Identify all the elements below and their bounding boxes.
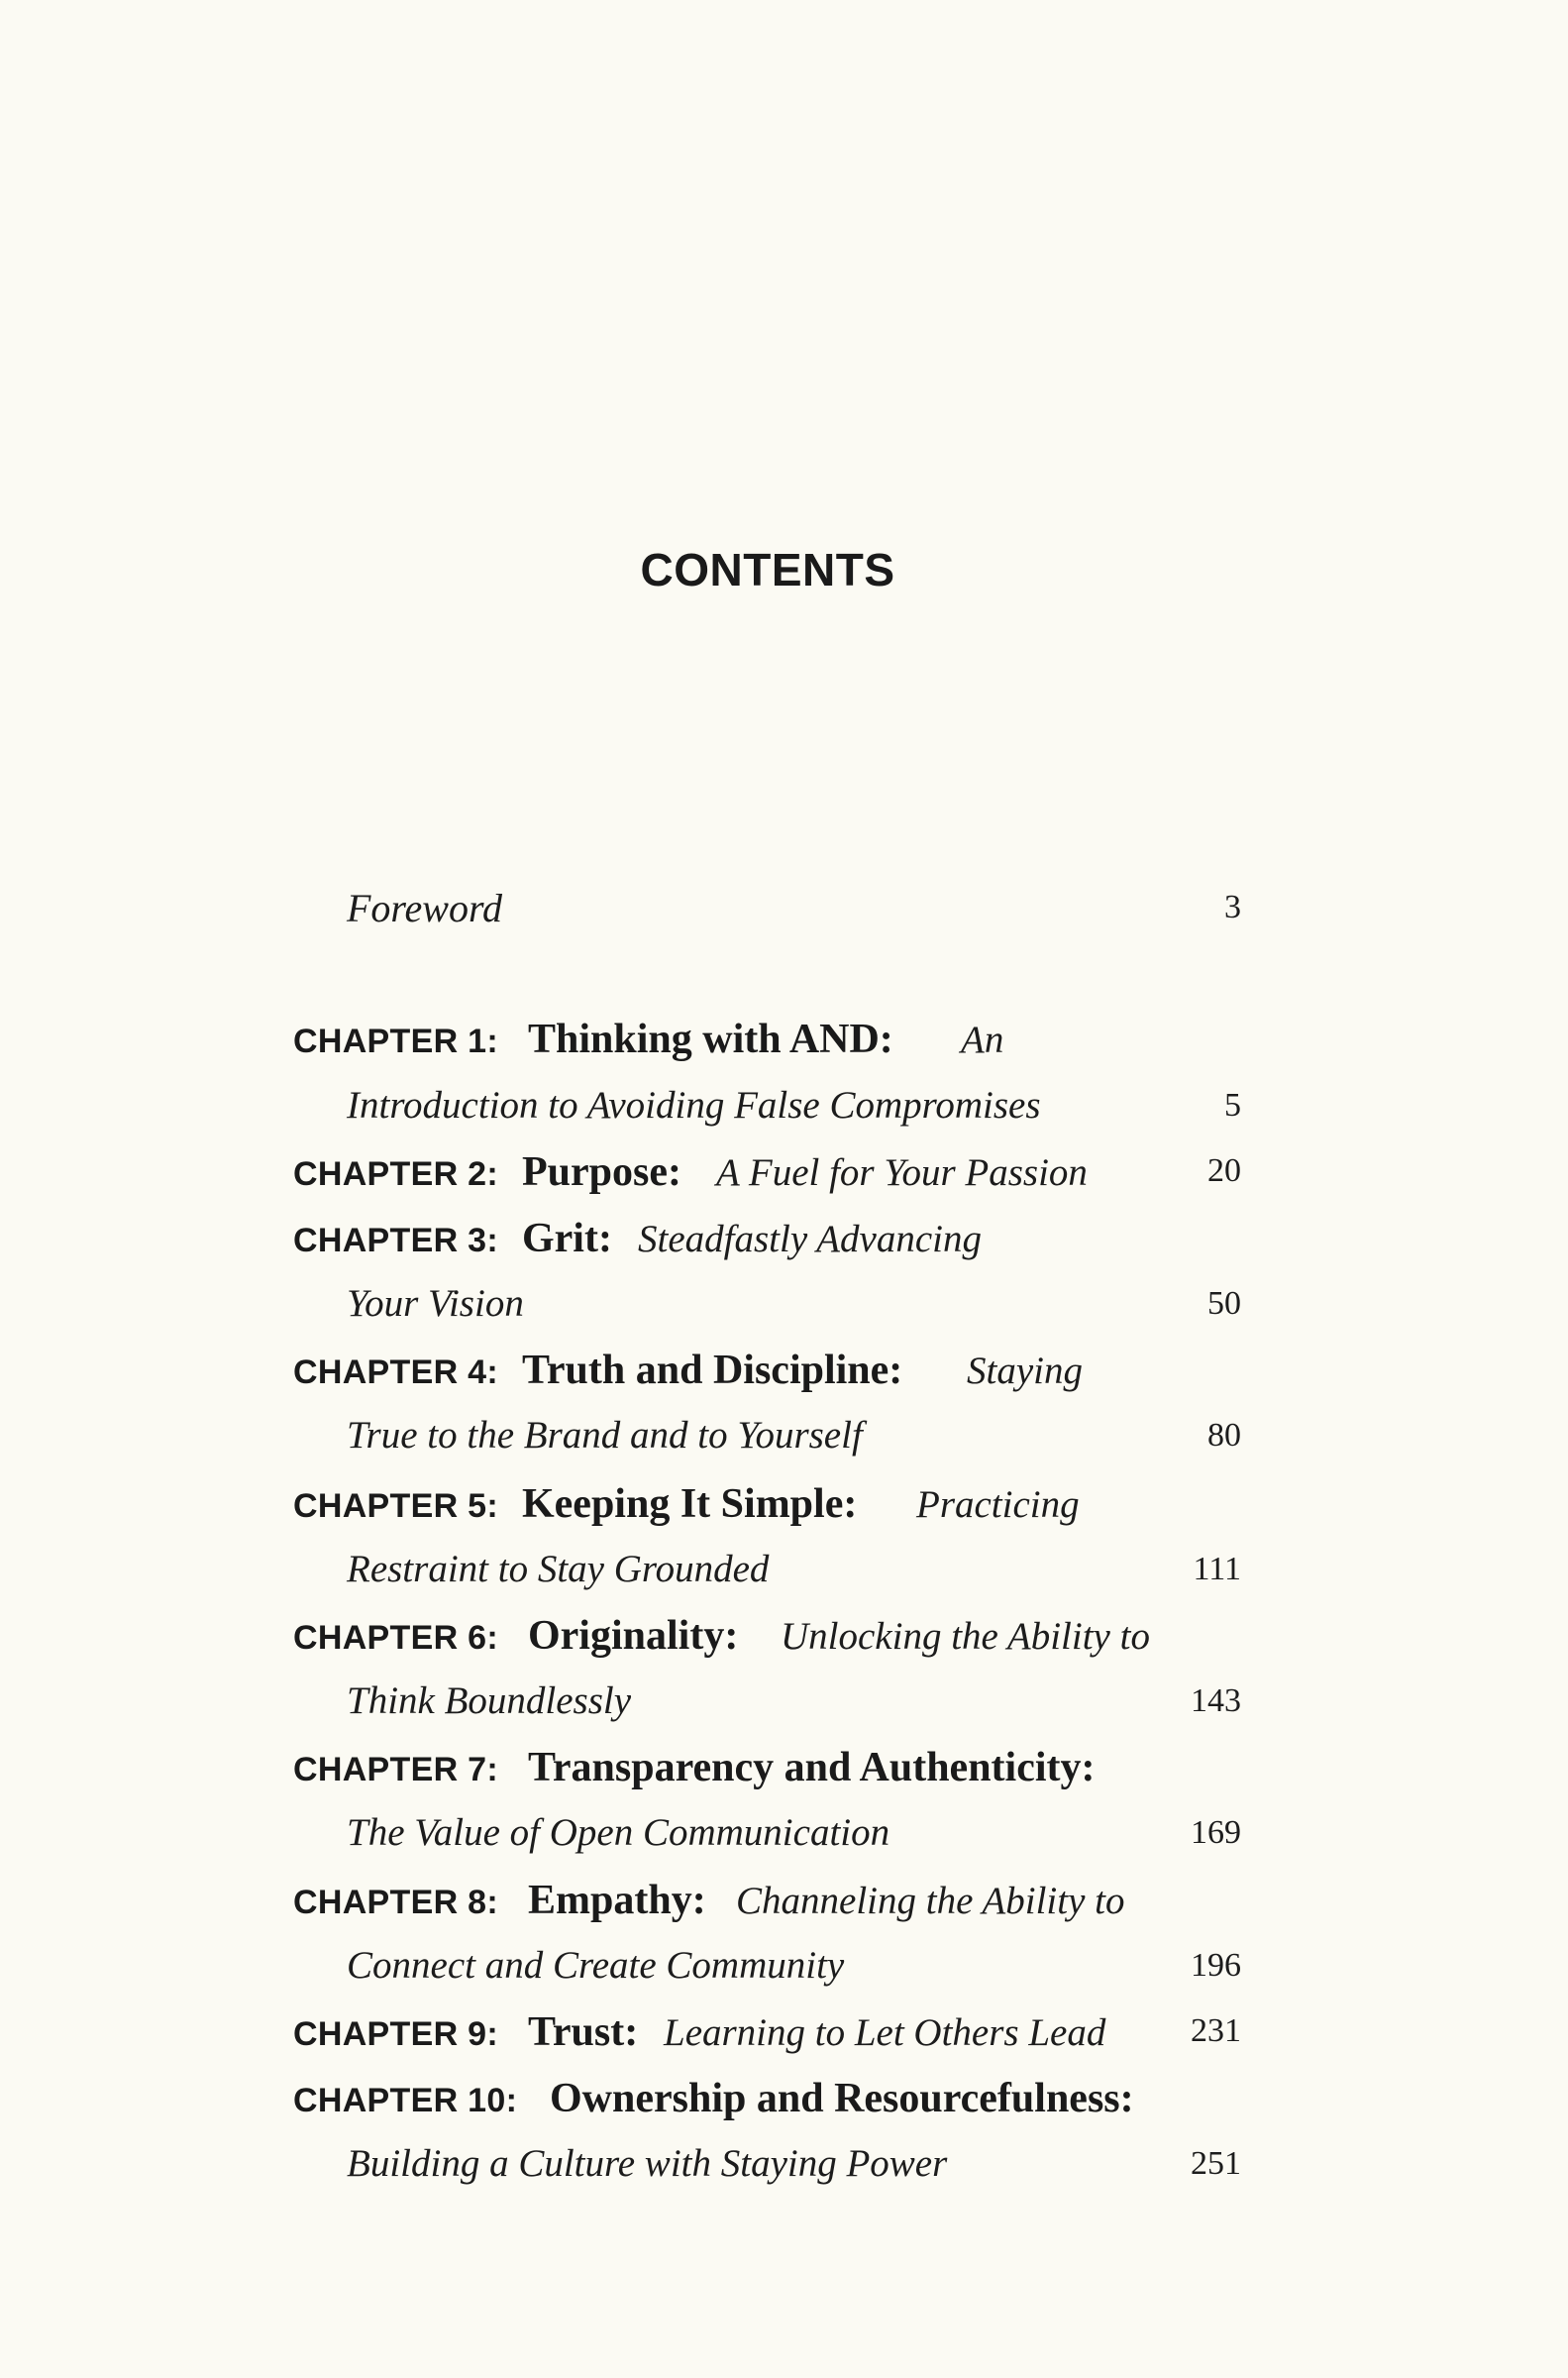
page-title: CONTENTS	[640, 544, 895, 595]
toc-entry-chapter-6	[0, 1612, 1568, 1672]
chapter-subtitle-cont: Building a Culture with Staying Power	[347, 2142, 948, 2185]
chapter-title: Grit:	[522, 1216, 612, 1261]
chapter-subtitle-cont: True to the Brand and to Yourself	[347, 1414, 863, 1457]
chapter-subtitle: An	[961, 1019, 1004, 1061]
toc-entry-chapter-4	[0, 1347, 1568, 1406]
chapter-title: Transparency and Authenticity:	[528, 1745, 1096, 1790]
chapter-subtitle-cont: Connect and Create Community	[347, 1944, 845, 1987]
chapter-subtitle-cont: Introduction to Avoiding False Compromises	[347, 1084, 1041, 1127]
chapter-page: 5	[1224, 1087, 1241, 1124]
chapter-page: 231	[1191, 2012, 1241, 2049]
chapter-title: Empathy:	[528, 1878, 706, 1923]
chapter-label: CHAPTER 8:	[293, 1884, 499, 1921]
chapter-title: Originality:	[528, 1613, 739, 1659]
toc-entry-chapter-5-cont	[0, 1547, 1568, 1606]
chapter-title: Trust:	[528, 2009, 639, 2055]
foreword-page: 3	[1224, 889, 1241, 925]
chapter-label: CHAPTER 3:	[293, 1222, 499, 1259]
chapter-page: 169	[1191, 1814, 1241, 1851]
chapter-title: Ownership and Resourcefulness:	[550, 2076, 1134, 2121]
chapter-title: Purpose:	[522, 1149, 681, 1195]
chapter-label: CHAPTER 5:	[293, 1487, 499, 1525]
chapter-label: CHAPTER 9:	[293, 2015, 499, 2053]
chapter-title: Thinking with AND:	[528, 1017, 893, 1062]
toc-entry-foreword	[0, 885, 1568, 944]
chapter-subtitle-cont: Restraint to Stay Grounded	[347, 1548, 770, 1590]
chapter-subtitle-cont: Your Vision	[347, 1282, 524, 1325]
chapter-label: CHAPTER 4:	[293, 1353, 499, 1391]
toc-entry-chapter-6-cont	[0, 1678, 1568, 1738]
toc-entry-chapter-8	[0, 1877, 1568, 1936]
chapter-page: 111	[1193, 1551, 1241, 1587]
toc-entry-chapter-10-cont	[0, 2141, 1568, 2201]
chapter-page: 20	[1207, 1152, 1241, 1189]
chapter-title: Keeping It Simple:	[522, 1481, 858, 1527]
toc-entry-chapter-3	[0, 1215, 1568, 1274]
chapter-label: CHAPTER 6:	[293, 1619, 499, 1657]
toc-entry-chapter-1-cont	[0, 1083, 1568, 1142]
foreword-label: Foreword	[347, 886, 503, 930]
toc-entry-chapter-2	[0, 1148, 1568, 1208]
toc-entry-chapter-4-cont	[0, 1413, 1568, 1472]
toc-entry-chapter-1	[0, 1016, 1568, 1075]
toc-entry-chapter-9	[0, 2008, 1568, 2068]
chapter-title: Truth and Discipline:	[522, 1348, 903, 1393]
chapter-label: CHAPTER 7:	[293, 1751, 499, 1788]
toc-entry-chapter-3-cont	[0, 1281, 1568, 1341]
chapter-label: CHAPTER 1:	[293, 1023, 499, 1060]
chapter-subtitle: Unlocking the Ability to	[781, 1615, 1150, 1658]
chapter-subtitle-cont: The Value of Open Communication	[347, 1811, 890, 1854]
chapter-page: 50	[1207, 1285, 1241, 1322]
chapter-subtitle: Learning to Let Others Lead	[664, 2011, 1106, 2054]
chapter-subtitle: Staying	[967, 1350, 1083, 1392]
toc-entry-chapter-7	[0, 1744, 1568, 1803]
chapter-subtitle-cont: Think Boundlessly	[347, 1679, 632, 1722]
chapter-subtitle: A Fuel for Your Passion	[716, 1151, 1088, 1194]
chapter-subtitle: Channeling the Ability to	[736, 1880, 1125, 1922]
chapter-page: 80	[1207, 1417, 1241, 1454]
chapter-label: CHAPTER 10:	[293, 2082, 518, 2119]
toc-entry-chapter-10	[0, 2075, 1568, 2134]
chapter-page: 196	[1191, 1947, 1241, 1984]
toc-entry-chapter-5	[0, 1480, 1568, 1540]
chapter-page: 143	[1191, 1682, 1241, 1719]
chapter-subtitle: Steadfastly Advancing	[638, 1218, 982, 1260]
toc-entry-chapter-7-cont	[0, 1810, 1568, 1870]
chapter-page: 251	[1191, 2145, 1241, 2182]
chapter-subtitle: Practicing	[916, 1483, 1080, 1526]
toc-entry-chapter-8-cont	[0, 1943, 1568, 2002]
chapter-label: CHAPTER 2:	[293, 1155, 499, 1193]
